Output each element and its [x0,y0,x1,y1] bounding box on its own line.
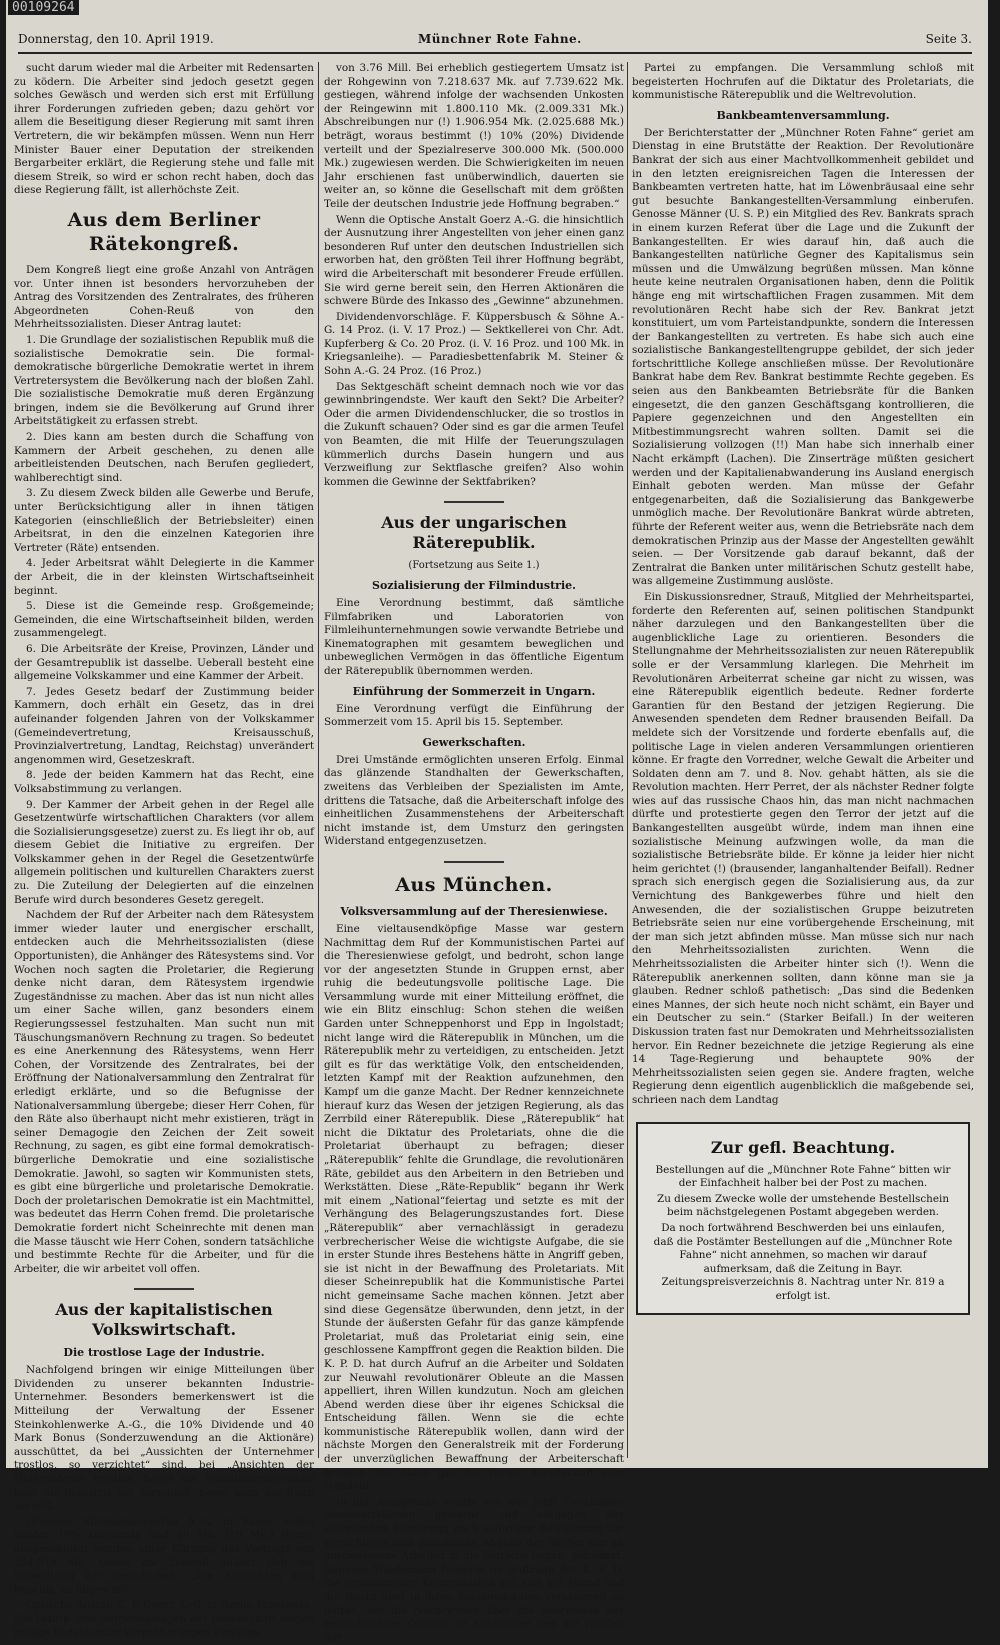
article-paragraph: Wenn die Optische Anstalt Goerz A.-G. die hinsichtlich der Ausnutzung ihrer Angestellten von jeher einen ganz besonderen Ruf unter den deutschen Industriellen sich erworben hat, den größten Teil ihrer Hoffnung begräbt, wird die Arbeiterschaft mit besonderer Freude erfüllen. Sie wird gerne bereit sein, den Herren Aktionären die schwere Bürde des Inkasso des „Gewinne“ abzunehmen. [324,213,624,308]
article-paragraph: Dem Kongreß liegt eine große Anzahl von Anträgen vor. Unter ihnen ist besonders hervorzuheben der Antrag des Vorsitzenden des Zentralrates, des früheren Abgeordneten Cohen-Reuß von den Mehrheitssozialisten. Dieser Antrag lautet: [14,263,314,331]
scan-id: 00109264 [8,0,79,15]
notice-title: Zur gefl. Beachtung. [710,1137,896,1157]
article-subheading: Die trostlose Lage der Industrie. [63,1346,265,1360]
article-paragraph: 4. Jeder Arbeitsrat wählt Delegierte in die Kammer der Arbeit, die in der kleinsten Wirtschaftseinheit beginnt. [14,557,314,597]
article-paragraph: sucht darum wieder mal die Arbeiter mit Redensarten zu ködern. Die Arbeiter sind jedoch gesetzt gegen solches Gewäsch und werden sich erst mit Erfüllung ihrer Forderungen zufrieden geben; dazu gehört vor allem die Beseitigung dieser Regierung mit samt ihren Vertretern, die wir bekämpfen müssen. Wenn nun Herr Minister Bauer einer Deputation der streikenden Bergarbeiter erklärt, die Regierung stehe und falle mit diesem Streik, so wird er schon recht haben, doch das diese Regierung fällt, ist allerhöchste Zeit. [14,62,314,197]
section-divider [444,861,504,863]
article-heading-volkswirtschaft: Aus der kapitalistischen Volkswirtschaft. [55,1300,273,1340]
notice-paragraph: Zu diesem Zwecke wolle der umstehende Bestellschein beim nächstgelegenen Postamt abgegeben werden. [656,1192,950,1219]
column-1 [14,62,314,1639]
article-paragraph: 8. Jede der beiden Kammern hat das Recht, eine Volksabstimmung zu verlangen. [14,769,314,795]
article-paragraph: Dividendenvorschläge. F. Küppersbusch & Söhne A.-G. 14 Proz. (i. V. 17 Proz.) — Sektkellerei von Chr. Adt. Kupferberg & Co. 20 Proz. (i. V. 16 Proz. und 100 Mk. in Kriegsanleihe). — Paradiesbettenfabrik M. Steiner & Sohn A.-G. 24 Proz. (16 Proz.) [324,310,624,378]
section-divider [444,501,504,503]
article-paragraph: von 3.76 Mill. Bei erheblich gestiegertem Umsatz ist der Rohgewinn von 7.218.637 Mk. auf 7.739.622 Mk. gestiegen, während infolge der wachsenden Unkosten der Reingewinn mit 1.800.110 Mk. (2.009.331 Mk.) Abschreibungen nur (!) 1.906.954 Mk. (2.025.688 Mk.) beträgt, woraus bestimmt (!) 10% (20%) Dividende verteilt und der Spezialreserve 300.000 Mk. (500.000 Mk.) zugewiesen werden. Die Schwierigkeiten im neuen Jahr erschienen fast unüberwindlich, dauerten sie weiter an, so könne die Gesellschaft mit dem größten Teile der deutschen Industrie jede Hoffnung begraben.“ [324,62,624,210]
article-paragraph: Nachfolgend bringen wir einige Mitteilungen über Dividenden zu unserer bekannten Industrie-Unternehmer. Besonders bemerkenswert ist die Mitteilung der Verwaltung der Essener Steinkohlenwerke A.-G., die 10% Dividende und 40 Mark Bonus (Sonderzuwendung an die Aktionäre) ausschüttet, da bei „Aussichten der Unternehmer trostlos, so verzichtet“ sind. bei „Ansichten der Unternehmer trostlos, bevor die Sozialisierungswelle über die Industrie vor Torschluß, bevor noch der Raub verteilt. [14,1364,314,1513]
article-heading-aus-muenchen: Aus München. [395,873,553,896]
notice-paragraph: Bestellungen auf die „Münchner Rote Fahne“ bitten wir der Einfachheit halber bei der Post zu machen. [655,1163,951,1190]
header-page-number: Seite 3. [925,32,972,46]
header-date: Donnerstag, den 10. April 1919. [18,32,214,46]
article-paragraph: Optische Anstalt C. P. Goerz A.-G. in Berlin-Friedenau. Die Fabrik- und Betriebsanlagen der Gesellschaft zeigen infolge bedeutender Vergrößerungen Zugänge [14,1599,314,1639]
notice-paragraph: Da noch fortwährend Beschwerden bei uns einlaufen, daß die Postämter Bestellungen auf die „Münchner Rote Fahne“ nicht annehmen, so machen wir darauf aufmerksam, daß die Zeitung in Bayr. Zeitungspreisverzeichnis 8. Nachtrag unter Nr. 819 a erfolgt ist. [653,1221,953,1302]
article-paragraph: Eine Verordnung verfügt die Einführung der Sommerzeit vom 15. April bis 15. September. [324,702,624,729]
page-header [18,28,972,54]
subscription-notice [636,1122,970,1316]
article-subheading: Sozialisierung der Filmindustrie. [372,579,576,592]
column-rule [627,62,628,1458]
article-continuation-note: (Fortsetzung aus Seite 1.) [408,560,540,572]
header-paper-name: Münchner Rote Fahne. [418,32,582,46]
article-heading-raetekongress: Aus dem Berliner Rätekongreß. [67,208,261,255]
column-rule [318,62,319,1458]
article-paragraph: Eine vieltausendköpfige Masse war gestern Nachmittag dem Ruf der Kommunistischen Partei auf die Theresienwiese gefolgt, und bedroht, schon lange vor der angesetzten Stunde in Gruppen ernst, aber ruhig die bedeutungsvolle politische Lage. Die Versammlung wurde mit einer Mitteilung eröffnet, die wie ein Blitz einschlug: Schon stehen die weißen Garden unter Schneppenhorst und Epp in Ingolstadt; nicht lange wird die Räterepublik in München, um die Räterepublik mehr zu verteidigen, zu entscheiden. Jetzt gilt es für das werktätige Volk, den entscheidenden, letzten Kampf mit der Reaktion aufzunehmen, den Kampf um die ganze Macht. Der Redner kennzeichnete hierauf kurz das Wesen der jetzigen Regierung, als das Zerrbild einer Räterepublik. Diese „Räterepublik“ hat nicht die Diktatur des Proletariats, ohne die die Proletariat überhaupt zu befragen; dieser „Räterepublik“ fehlte die Grundlage, die revolutionären Räte, gebildet aus den Arbeitern in den Betrieben und Werkstätten. Diese „Räte-Republik“ begann ihr Werk mit einem „National“feiertag und setzte es mit der Verhängung des Belagerungszustandes fort. Diese „Räterepublik“ aber vernachlässigt in geradezu verbrecherischer Weise die wichtigste Aufgabe, die sie in erster Stunde ihres Bestehens hätte in Angriff geben, sie ist nicht in der Bewaffnung des Proletariats. Mit dieser Scheinrepublik hat die Kommunistische Partei nicht gemeinsame Sache machen können. Jetzt aber sind diese Gegensätze überwunden, denn jetzt, in der Stunde der äußersten Gefahr für das ganze kämpfende Proletariat, muß das Proletariat einig sein, eine geschlossene Kampffront gegen die Reaktion bilden. Die K. P. D. hat durch Aufruf an die Arbeiter und Soldaten zur Neuwahl revolutionärer Obleute an die Massen appelliert, ihren Willen kundzutun. Noch am gleichen Abend werden diese über ihr eigenes Schicksal die Entscheidung fällen. Wenn sie die echte kommunistische Räterepublik wollen, dann wird der nächste Morgen den Generalstreik mit der Forderung der unverzüglichen Bewaffnung der Arbeiterschaft bringen. Bis dahin gilt die Parole Bereitschaft zum Handeln. [324,922,624,1493]
article-paragraph: 5. Diese ist die Gemeinde resp. Großgemeinde; Gemeinden, die eine Wirtschaftseinheit bilden, werden zusammengelegt. [14,600,314,640]
article-subheading: Volksversammlung auf der Theresienwiese. [340,904,608,918]
article-paragraph: 1. Die Grundlage der sozialistischen Republik muß die sozialistische Demokratie sein. Die formal-demokratische bürgerliche Demokratie wertet in ihrem Vertretersystem die Bevölkerung nach der bloßen Zahl. Die sozialistische Demokratie muß deren Ergänzung bringen, indem sie die Bevölkerung auf Grund ihrer Arbeitstätigkeit zu erfassen strebt. [14,333,314,428]
article-paragraph: Nachdem der Ruf der Arbeiter nach dem Rätesystem immer wieder lauter und energischer erschallt, entdecken auch die Mehrheitssozialisten (diese Opportunisten), die Anhänger des Rätesystems sind. Vor Wochen noch sagten die Proletarier, die Regierung denke nicht daran, dem Rätesystem irgendwie Zugeständnisse zu machen. Aber das ist nun nicht alles um einer Sache willen, ganz besonders einem Regierungssessel festzuhalten. Man sucht nun mit Täuschungsmanövern Rechnung zu tragen. So bedeutet es eine Anerkennung des Rätesystems, wenn Herr Cohen, der Vorsitzende des Zentralrates, bei der Eröffnung der Nationalversammlung den Zentralrat für erledigt erklärte, und so die Befugnisse der Nationalversammlung übergebe; dieser Herr Cohen, für den Räte also überhaupt nicht mehr existieren, trägt in seiner Demagogie den Zeichen der Zeit soweit Rechnung, zu sagen, es gibt eine formal demokratisch-bürgerliche Demokratie und eine sozialistische Demokratie. Jawohl, so sagten wir Kommunisten stets, es gibt eine bürgerliche und proletarische Demokratie. Doch der proletarischen Demokratie ist ein Machtmittel, was bedeutet das Herrn Cohen fremd. Die proletarische Demokratie fordert nicht Scheinrechte mit denen man die Masse täuscht wie Herr Cohen, sondern tatsächliche und bestimmte Rechte für die Arbeiter, und für die Arbeiter, die wir arbeitet voll offen. [14,909,314,1275]
article-heading-ungarische-raeterepublik: Aus der ungarischen Räterepublik. [381,513,567,553]
section-divider [134,1288,194,1290]
article-paragraph: 7. Jedes Gesetz bedarf der Zustimmung beider Kammern, doch erhält ein Gesetz, das in drei aufeinander folgenden Jahren von der Volkskammer (Gemeindevertretung, Kreisausschuß, Provinzialvertretung, Landtag, Reichstag) unverändert angenommen wird, Gesetzeskraft. [14,685,314,766]
article-paragraph: Partei zu empfangen. Die Versammlung schloß mit begeisterten Hochrufen auf die Diktatur des Proletariats, die kommunistische Räterepublik und die Weltrevolution. [632,62,974,102]
column-3 [632,62,974,1458]
article-subheading: Bankbeamtenversammlung. [716,108,890,122]
article-paragraph: 6. Die Arbeitsräte der Kreise, Provinzen, Länder und der Gesamtrepublik ist dasselbe. Ueberall besteht eine allgemeine Volkskammer und eine Kammer der Arbeit. [14,642,314,683]
newspaper-page [6,0,988,1644]
article-paragraph: Das Sektgeschäft scheint demnach noch wie vor das gewinnbringendste. Wer kauft den Sekt? Die Arbeiter? Oder die armen Dividendenschlucker, die so trostlos in die Zukunft schauen? Oder sind es gar die armen Teufel von Beamten, die mit Hilfe der Teuerungszulagen kümmerlich durchs Dasein hungern und aus Verzweiflung zur Sektflasche greifen? Also wohin kommen die Gewinne der Sektfabriken? [324,380,624,488]
article-paragraph: Der Berichterstatter der „Münchner Roten Fahne“ geriet am Dienstag in eine Brutstätte der Reaktion. Der Revolutionäre Bankrat der sich aus einer Machtvollkommenheit gebildet und in den letzten ereignisreichen Tagen die Interessen der Bankbeamten vertreten hatte, hat im Löwenbräusaal eine sehr gut besuchte Bankangestellten-Versammlung einberufen. Genosse Männer (U. S. P.) ein Mitglied des Rev. Bankrats sprach in einem kurzen Referat über die Lage und die Zukunft der Bankangestellten. Er wies darauf hin, daß auch die Bankangestellten natürliche Gegner des Kapitalismus sein müssen und die Umwälzung begrüßen müssen. Man könne heute keine neutralen Organisationen haben, denn die Politik hänge eng mit wirtschaftlichen Fragen zusammen. Mit dem revolutionären Recht habe sich der Rev. Bankrat jetzt konstituiert, um vom Parteistandpunkte, sondern die Interessen der Bankangestellten zu vertreten. Es habe sich auch eine sozialistische Bankangestelltengruppe gebildet, der sich jeder fortschrittliche Kollege anschließen müsse. Der Revolutionäre Bankrat habe dem Rev. Bankrat bestimmte Rechte gegeben. Es seien aus den Bankbeamten Betriebsräte für die Banken eingesetzt, die den ganzen Geschäftsgang kontrollieren, die Papiere gegenzeichnen und den Angestellten ein Mitbestimmungsrecht wahren sollten. Damit sei die Sozialisierung vollzogen (!!) Man habe sich innerhalb einer Nacht erkämpft (Lachen). Die Zinserträge müßten gesichert werden und der Kapitalienabwanderung ins Ausland energisch Einhalt geboten werden. Man müsse der Gefahr entgegenarbeiten, daß die Sozialisierung das Bankgewerbe unmöglich mache. Der Revolutionäre Bankrat würde abtreten, führte der Referent weiter aus, wenn die Betriebsräte nach dem demokratischen Prinzip aus der Masse der Angestellten gewählt seien. — Der Vorsitzende gab darauf bekannt, daß der Zentralrat die Banken unter militärischen Schutz gestellt habe, was allgemeine Zustimmung auslöste. [632,126,974,588]
article-paragraph: In der Aussprache wurde von den jetzt zwecklosen Demonstrationen gewarnt und entgegen der stürmischen Forderung nach sofortiger Bewaffnung zur vorsichtigen und geordneten Abgabe der Waffen nur an ausgewiesene Arbeiter in die Betriebe begab, gefordert. Genosse Wiedemann forderte im Auftrage der K. P. D. die versammelten Kommunisten auf, sich bei Abend und die Nacht über in ihren Sektionslokalen versammelt zu halten, um die Nachrichten über die Beschlüsse der revolutionären Obleute im Kindlkeller und die Parolen der [324,1495,624,1644]
article-subheading: Gewerkschaften. [422,735,526,749]
article-paragraph: 9. Der Kammer der Arbeit gehen in der Regel alle Gesetzentwürfe wirtschaftlichen Charakters (vor allem die Sozialisierungsgesetze) zuerst zu. Es liegt ihr ob, auf diesem Gebiet die Initiative zu ergreifen. Der Volkskammer gehen in der Regel die Gesetzentwürfe allgemein politischen und kulturellen Charakters zuerst zu. Die Zuteilung der Delegierten auf die einzelnen Berufe wird durch besonderes Gesetz geregelt. [14,798,314,906]
article-subheading: Einführung der Sommerzeit in Ungarn. [352,684,596,698]
article-paragraph: 2. Dies kann am besten durch die Schaffung von Kammern der Arbeit geschehen, zu denen alle arbeitleistenden Deutschen, nach Berufen gegliedert, wahlberechtigt sind. [14,431,314,484]
article-paragraph: 3. Zu diesem Zweck bilden alle Gewerbe und Berufe, unter Berücksichtigung aller in ihnen tätigen Kategorien (einschließlich der Betriebsleiter) einen Arbeitsrat, in den die einzelnen Kategorien ihre Vertreter (Räte) entsenden. [14,487,314,554]
article-paragraph: Drei Umstände ermöglichten unseren Erfolg. Einmal das glänzende Standhalten der Gewerkschaften, zweitens das Verbleiben der Spezialisten im Amte, drittens die Tatsache, daß die Arbeiterschaft infolge des einheitlichen Zusammenstehens der Arbeiterschaft nicht imstande ist, dem Umsturz den geringsten Widerstand entgegenzusetzen. [324,753,624,848]
article-paragraph: Eine Verordnung bestimmt, daß sämtliche Filmfabriken und Laboratorien von Filmleihunternehmungen sowie verwandte Betriebe und Kinematographen mit gesamtem beweglichen und unbeweglichen Vermögen in das öffentliche Eigentum der Räterepublik übernommen werden. [324,597,624,677]
article-paragraph: „Essener Steinkohlenwerke A.-G. in Essen sollen wieder 10% Dividende und 40 Mk. (20 Mk.) Bonus ausgeschüttet werden unter Kürzung des Vortrags von 294,918 Mk. Ueber die Zukunft äußert sich die Verwaltung der Gesellschaft: „Die Aussichten sind trostlos, zu ungewiß!“ [14,1515,314,1596]
column-2 [324,62,624,1644]
article-paragraph: Ein Diskussionsredner, Strauß, Mitglied der Mehrheitspartei, forderte den Referenten auf, seinen politischen Standpunkt näher darzulegen und den Bankangestellten über die augenblickliche Lage zu orientieren. Besonders die Stellungnahme der Mehrheitssozialisten zur neuen Räterepublik solle er der Versammlung klarlegen. Die Mehrheit im Revolutionären Arbeiterrat scheine gar nicht zu wissen, was eine Räterepublik eigentlich bedeute. Redner forderte Garantien für den Bestand der jetzigen Regierung. Die Anwesenden spendeten dem Redner brausenden Beifall. Da meldete sich der Vorsitzende und forderte ebenfalls auf, die politische Lage in vielen anderen Versammlungen orientieren könne. Er fragte den Vorredner, welche Gewalt die Arbeiter und Soldaten denn am 7. und 8. Nov. gehabt hätten, als sie die Revolution machten. Herr Perret, der als nächster Redner folgte wies auf das russische Chaos hin, das man nicht nachmachen dürfte und protestierte gegen den Terror der jetzt auf die Bankangestellten ausgeübt würde, indem man ihnen eine sozialistische Meinung aufzwingen wolle, da man die sozialistische Betriebsräte bilde. Er könne ja leider hier nicht heim gerichtet (!) (brausender, langanhaltender Beifall). Redner sprach sich energisch gegen die Sozialisierung aus, da zur Vernichtung des Bankgewerbes führe und hielt den Anwesenden, die der sozialistischen Gruppe beizutreten Betriebsräte seien nur eine vorübergehende Erscheinung, mit der man sich jetzt abfinden müsse. Man müsse sich nur nach den Mehrheitssozialisten zurichten. Wenn die Mehrheitssozialisten die Arbeiter hinter sich (!). Wenn die Räterepublik anerkennen sollten, dann könne man sie ja glauben. Redner schloß pathetisch: „Das sind die Bedenken eines Mannes, der sich heute noch nicht schämt, ein Bayer und ein Deutscher zu sein.“ (Starker Beifall.) In der weiteren Diskussion traten fast nur Demokraten und Mehrheitssozialisten hervor. Ein Redner bezeichnete die jetzige Regierung als eine 14 Tage-Regierung und behauptete 90% der Mehrheitssozialisten seien gegen sie. Andere fragten, welche Regierung denn eigentlich augenblicklich die maßgebende sei, schrieen nach dem Landtag [632,590,974,1106]
